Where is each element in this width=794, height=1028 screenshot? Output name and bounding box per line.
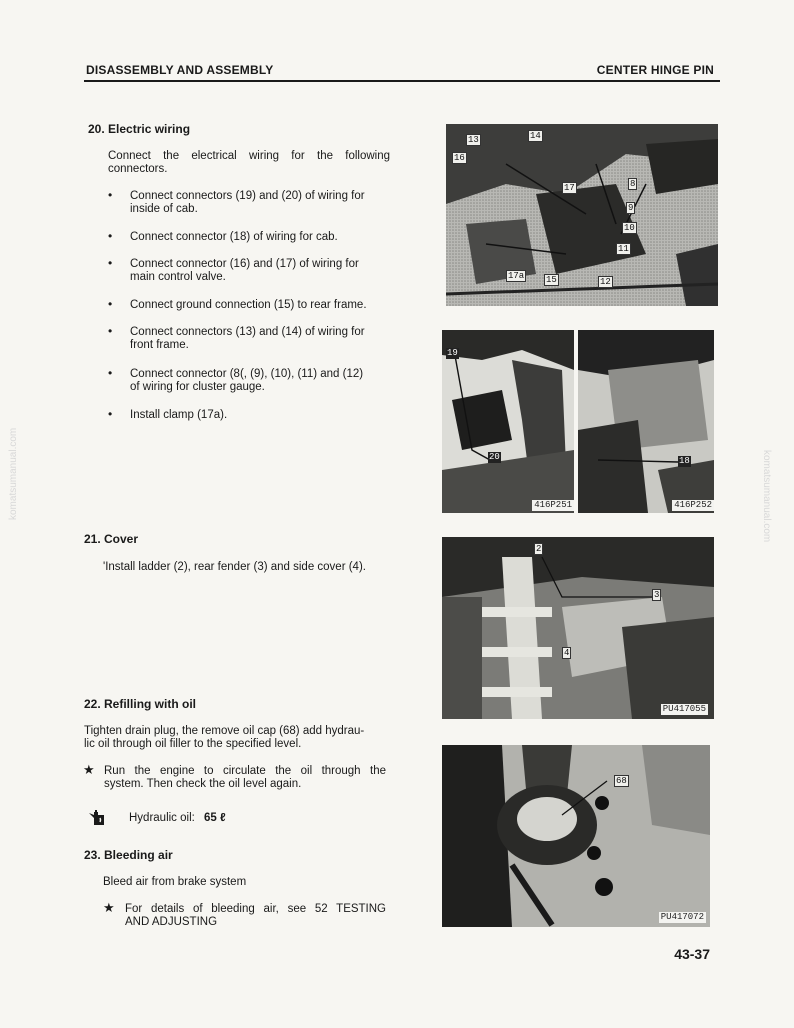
callout-label: 15 — [546, 275, 557, 285]
section-21-title: 21. Cover — [84, 532, 139, 546]
watermark-left: komatsumanual.com — [8, 427, 19, 520]
callout-label: 19 — [447, 348, 458, 358]
header-rule — [84, 80, 720, 82]
photo-oil-cap — [442, 745, 710, 927]
note-line: Run the engine to circulate the oil through the — [104, 765, 386, 777]
oil-can-icon — [88, 809, 108, 827]
bullet-dot: • — [108, 366, 113, 380]
bullet-text: front frame. — [130, 339, 189, 351]
callout-label: 2 — [536, 544, 542, 554]
callout-label: 68 — [616, 776, 627, 786]
bullet-text: Connect connectors (19) and (20) of wiring for — [130, 190, 365, 202]
oil-spec — [129, 812, 226, 825]
callout-label: 17 — [564, 183, 575, 193]
bullet-dot: • — [108, 229, 113, 243]
header-left: DISASSEMBLY AND ASSEMBLY — [86, 63, 274, 77]
header-right: CENTER HINGE PIN — [596, 63, 714, 77]
callout-label: 12 — [600, 277, 611, 287]
para-line: Tighten drain plug, the remove oil cap (68) add hydrau- — [84, 725, 365, 737]
bullet-text: Connect connector (8(, (9), (10), (11) and (12) — [130, 368, 364, 380]
para-line: lic oil through oil filler to the specified level. — [84, 738, 302, 750]
section-23-title: 23. Bleeding air — [84, 848, 173, 862]
photo-connectors-cab-right — [578, 330, 714, 513]
bullet-dot: • — [108, 256, 113, 270]
callout-label: 14 — [530, 131, 541, 141]
bullet-5 — [108, 324, 390, 352]
bullet-text: Connect connector (18) of wiring for cab. — [130, 231, 338, 243]
note-line: AND ADJUSTING — [125, 916, 218, 928]
note-line: For details of bleeding air, see 52 TESTING — [125, 903, 386, 915]
callout-label: 13 — [468, 135, 479, 145]
bullet-1 — [108, 188, 390, 216]
spec-value: 65 ℓ — [204, 812, 226, 824]
bullet-dot: • — [108, 324, 113, 338]
bullet-text: Install clamp (17a). — [130, 409, 228, 421]
section-22-paragraph — [84, 725, 386, 751]
section-20-intro — [108, 150, 390, 176]
callout-label: 8 — [630, 179, 636, 189]
callout-label: 9 — [628, 203, 634, 213]
photo-caption: 416P251 — [534, 500, 572, 510]
photo-electric-wiring — [446, 124, 718, 306]
photo-caption: PU417072 — [660, 912, 704, 922]
photo-connectors-cab-left — [442, 330, 574, 513]
watermark-right: komatsumanual.com — [761, 450, 772, 543]
bullet-text: Connect connector (16) and (17) of wiring for — [130, 258, 359, 270]
callout-label: 18 — [679, 456, 690, 466]
bullet-text: Connect connectors (13) and (14) of wiring for — [130, 326, 365, 338]
section-22-note — [104, 765, 386, 791]
callout-label: 3 — [654, 590, 660, 600]
photo-ladder-fender — [442, 537, 714, 719]
photo-caption: PU417055 — [662, 704, 706, 714]
callout-label: 17a — [508, 271, 525, 281]
callout-label: 20 — [489, 452, 500, 462]
bullet-text: main control valve. — [130, 271, 226, 283]
callout-label: 11 — [618, 244, 629, 254]
note-line: system. Then check the oil level again. — [104, 778, 302, 790]
section-23-note — [125, 903, 386, 929]
section-21-text: 'Install ladder (2), rear fender (3) and side cover (4). — [103, 561, 366, 573]
bullet-7 — [108, 407, 390, 422]
photo-caption: 416P252 — [674, 500, 712, 510]
spec-label: Hydraulic oil: — [129, 812, 195, 824]
bullet-dot: • — [108, 297, 113, 311]
star-icon: ★ — [103, 900, 115, 915]
section-20-title: 20. Electric wiring — [88, 122, 191, 136]
bullet-text: of wiring for cluster gauge. — [130, 381, 265, 393]
callout-label: 16 — [454, 153, 465, 163]
star-icon: ★ — [83, 762, 95, 777]
page-number: 43-37 — [674, 946, 710, 962]
bullet-text: Connect ground connection (15) to rear frame. — [130, 299, 367, 311]
section-23-text: Bleed air from brake system — [103, 876, 247, 888]
callout-label: 10 — [624, 223, 635, 233]
bullet-text: inside of cab. — [130, 203, 198, 215]
section-22-title: 22. Refilling with oil — [84, 697, 197, 711]
bullet-dot: • — [108, 407, 113, 421]
intro-line-2: connectors. — [108, 163, 168, 175]
bullet-6 — [108, 366, 390, 394]
bullet-3 — [108, 256, 390, 284]
callout-label: 4 — [564, 648, 570, 658]
intro-line-1: Connect the electrical wiring for the following — [108, 150, 390, 162]
bullet-2 — [108, 229, 390, 244]
bullet-4 — [108, 297, 390, 312]
bullet-dot: • — [108, 188, 113, 202]
